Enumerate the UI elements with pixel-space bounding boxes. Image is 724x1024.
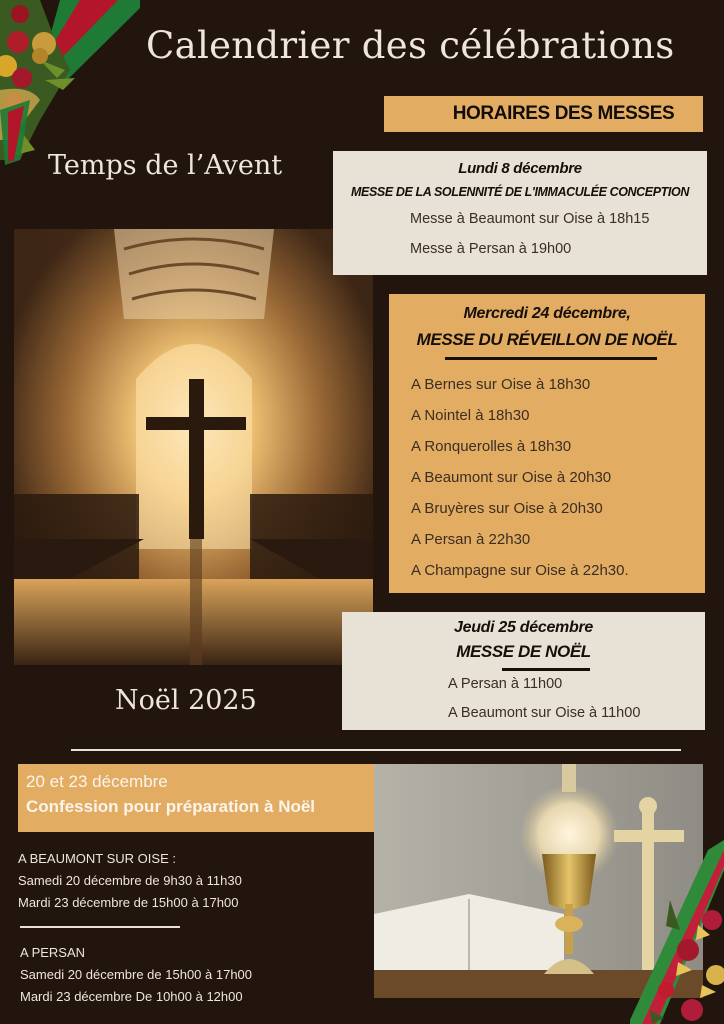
confession-schedule-beaumont bbox=[18, 851, 242, 917]
mass-card-christmas-eve bbox=[389, 294, 705, 593]
mass-entry: A Bernes sur Oise à 18h30 bbox=[411, 376, 591, 393]
confession-slot: Mardi 23 décembre de 15h00 à 17h00 bbox=[18, 895, 239, 910]
mass-entry: A Nointel à 18h30 bbox=[411, 407, 530, 424]
confession-location: A BEAUMONT SUR OISE : bbox=[18, 851, 176, 866]
mass-entry: A Persan à 11h00 bbox=[448, 676, 563, 692]
mass-entry: A Beaumont sur Oise à 20h30 bbox=[411, 469, 612, 486]
location-divider bbox=[20, 926, 180, 928]
mass-date: Jeudi 25 décembre bbox=[454, 619, 593, 636]
confession-dates: 20 et 23 décembre bbox=[26, 772, 168, 791]
christmas-garland-decoration bbox=[0, 0, 140, 165]
mass-date: Lundi 8 décembre bbox=[458, 160, 582, 177]
page-title: Calendrier des célébrations bbox=[146, 24, 675, 67]
mass-schedule-heading bbox=[384, 96, 703, 132]
title-divider bbox=[502, 668, 590, 671]
christmas-ribbon-decoration bbox=[630, 840, 724, 1024]
mass-entry: A Beaumont sur Oise à 11h00 bbox=[448, 705, 641, 721]
confession-title: Confession pour préparation à Noël bbox=[26, 797, 316, 816]
mass-entry: A Persan à 22h30 bbox=[411, 531, 531, 548]
section-divider bbox=[71, 749, 681, 751]
mass-entry: Messe à Beaumont sur Oise à 18h15 bbox=[410, 211, 650, 227]
mass-entry: A Ronquerolles à 18h30 bbox=[411, 438, 572, 455]
confession-slot: Samedi 20 décembre de 9h30 à 11h30 bbox=[18, 873, 242, 888]
mass-card-christmas-day bbox=[342, 612, 705, 730]
season-title: Temps de l’Avent bbox=[48, 150, 283, 181]
church-cross-photo bbox=[14, 229, 373, 665]
mass-entry: Messe à Persan à 19h00 bbox=[410, 241, 572, 257]
confession-schedule-persan bbox=[20, 945, 252, 1011]
mass-schedule-heading-label: HORAIRES DES MESSES bbox=[452, 103, 675, 124]
title-divider bbox=[445, 357, 657, 360]
mass-title: MESSE DE LA SOLENNITÉ DE L'IMMACULÉE CONCEPTION bbox=[351, 185, 689, 199]
mass-date: Mercredi 24 décembre, bbox=[463, 305, 631, 322]
year-title: Noël 2025 bbox=[115, 685, 257, 716]
confession-banner bbox=[18, 764, 374, 832]
mass-entry: A Bruyères sur Oise à 20h30 bbox=[411, 500, 603, 517]
mass-entry: A Champagne sur Oise à 22h30. bbox=[411, 562, 629, 579]
mass-title: MESSE DU RÉVEILLON DE NOËL bbox=[416, 330, 678, 349]
mass-title: MESSE DE NOËL bbox=[456, 642, 591, 661]
mass-card-immaculate-conception bbox=[333, 151, 707, 275]
confession-slot: Mardi 23 décembre De 10h00 à 12h00 bbox=[20, 989, 243, 1004]
confession-slot: Samedi 20 décembre de 15h00 à 17h00 bbox=[20, 967, 253, 982]
confession-location: A PERSAN bbox=[20, 945, 86, 960]
